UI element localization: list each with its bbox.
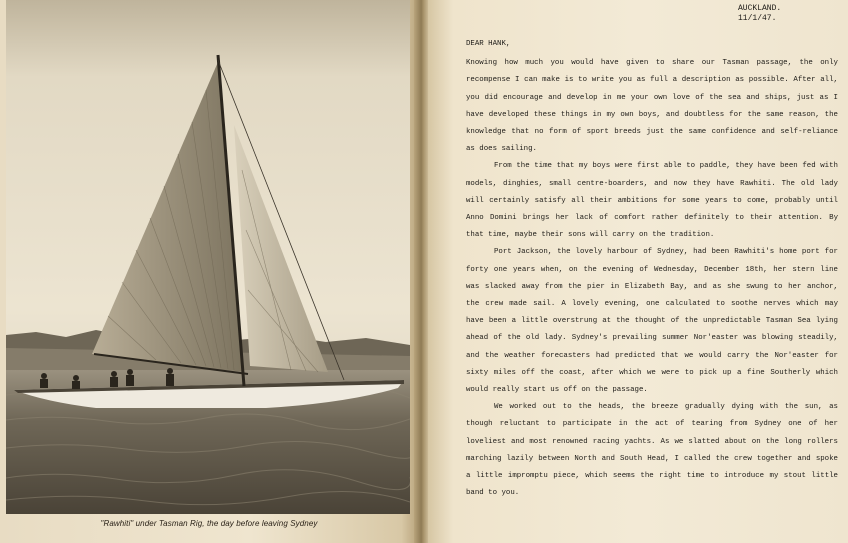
letter-date: 11/1/47. — [738, 14, 777, 23]
letter-paragraph-3: Port Jackson, the lovely harbour of Sydney, had been Rawhiti's home port for forty one years when, on the evening of Wednesday, December 18th, her stern line was slacked away from the pier in Elizabeth Bay, and as she swung to her anchor, the crew made sail. A lovely evening, one calculated to soothe nerves which may have been a little overstrung at the thought of the unpredictable Tasman Sea lying ahead of the old lady. Sydney's prevailing summer Nor'easter was blowing steadily, and the weather forecasters had predicted that we would carry the Nor'easter for sixty miles off the coast, after which we were to pick up a fine Southerly which would really start us off on the passage. — [466, 248, 838, 395]
letter-dateline — [738, 4, 781, 24]
letter-place: AUCKLAND. — [738, 4, 782, 13]
letter-paragraph-4: We worked out to the heads, the breeze gradually dying with the sun, as though reluctant to participate in the act of tearing from Sydney one of her loveliest and most renowned racing yachts. As we slatted about on the long rollers marching lazily between North and South Head, I called the crew together and spoke a little impromptu piece, which seems the right time to introduce my stout little band to you. — [466, 403, 838, 498]
photo-caption: "Rawhiti" under Tasman Rig, the day before leaving Sydney — [100, 519, 318, 528]
letter-salutation: DEAR HANK, — [466, 40, 511, 48]
left-page — [0, 0, 418, 543]
yacht-photo — [6, 0, 410, 514]
letter-paragraph-1: Knowing how much you would have given to share our Tasman passage, the only recompense I can make is to write you as full a description as possible. After all, you did encourage and develop in me your own love of the sea and ships, just as I have developed these things in my own boys, and doubtless for the same reason, the knowledge that no form of sport breeds just the same confidence and self-reliance as does sailing. — [466, 59, 838, 154]
letter-paragraph-2: From the time that my boys were first able to paddle, they have been fed with models, dinghies, small centre-boarders, and now they have Rawhiti. The old lady will certainly satisfy all their ambitions for some years to come, probably until Anno Domini brings her lack of comfort rather definitely to their attention. By that time, maybe their sons will carry on the tradition. — [466, 162, 838, 240]
letter-body — [466, 36, 838, 502]
